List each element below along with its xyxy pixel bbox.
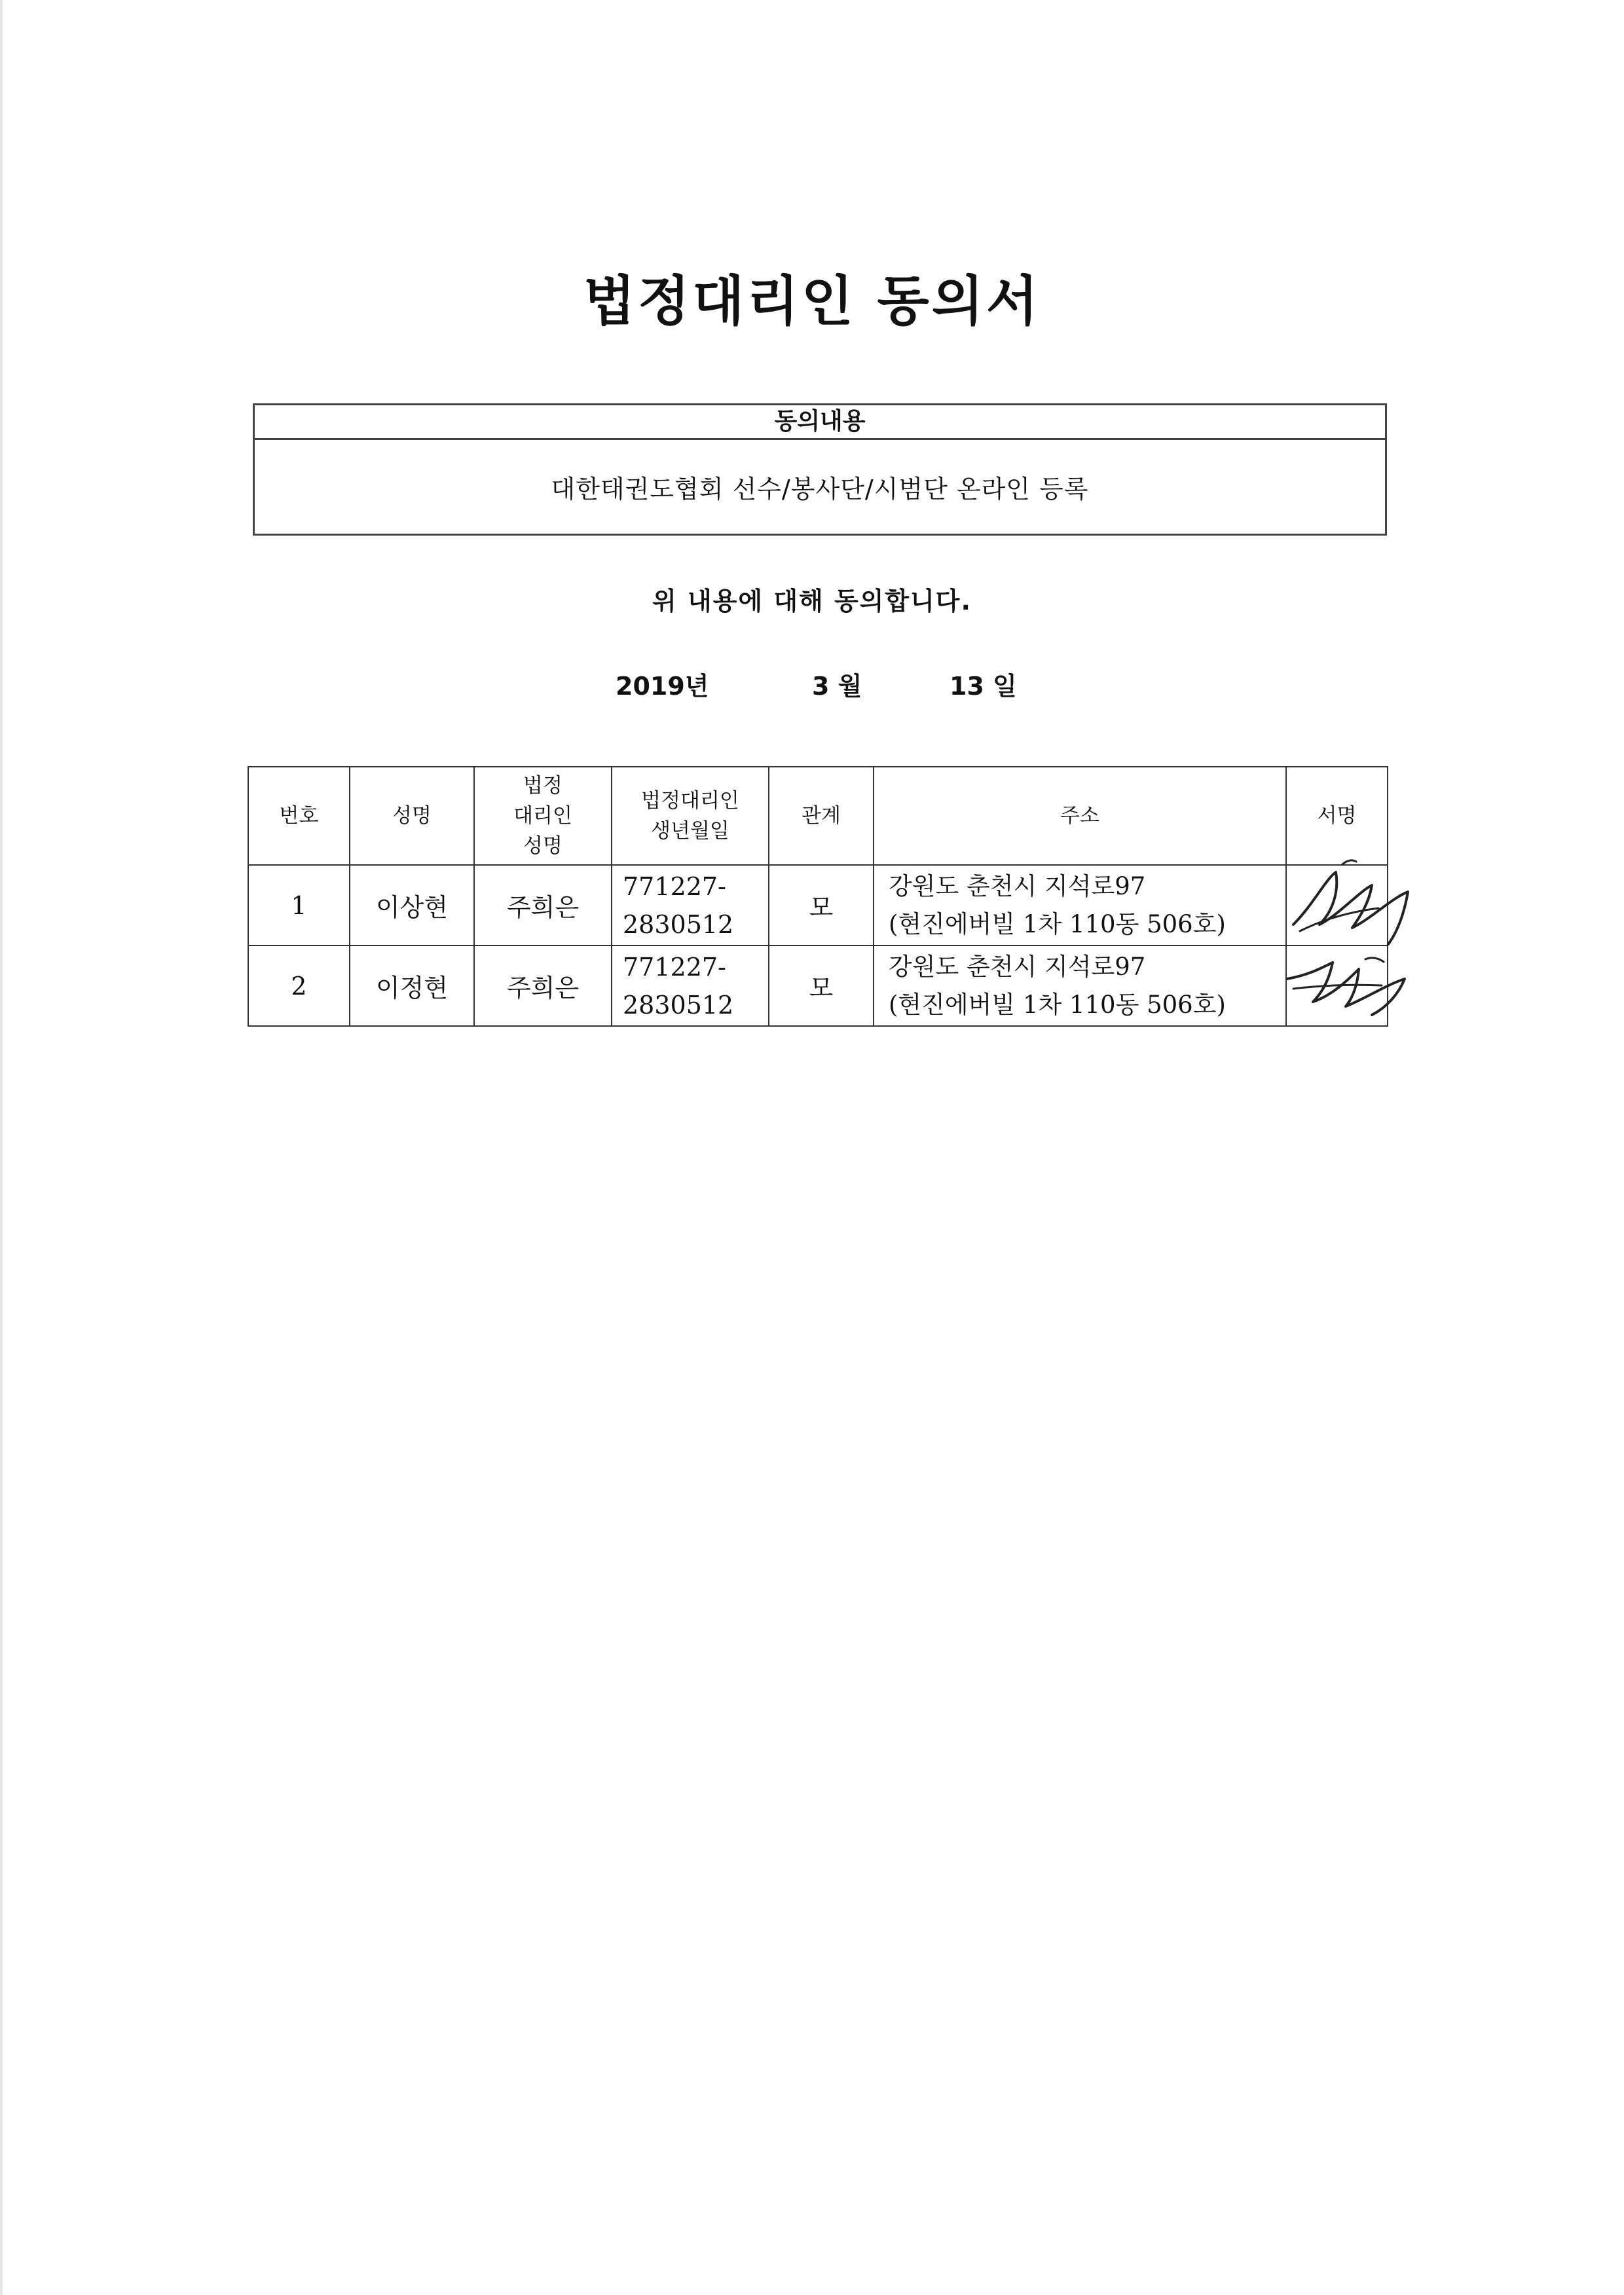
row-address-line2: (현진에버빌 1차 110동 506호) (889, 990, 1226, 1019)
row-name: 이정현 (350, 946, 474, 1026)
document-title: 법정대리인 동의서 (583, 270, 1041, 333)
row-birth-line2: 2830512 (623, 909, 734, 939)
row-address-line1: 강원도 춘천시 지석로97 (889, 952, 1146, 981)
row-birth-line1: 771227- (623, 872, 726, 901)
row-guardian-name: 주희은 (474, 946, 612, 1026)
row-number: 1 (248, 865, 350, 946)
header-name: 성명 (350, 767, 474, 865)
row-number: 2 (248, 946, 350, 1026)
consent-content: 대한태권도협회 선수/봉사단/시범단 온라인 등록 (551, 475, 1089, 504)
consent-box (253, 403, 1387, 536)
header-relation: 관계 (769, 767, 874, 865)
header-signature: 서명 (1286, 767, 1388, 865)
header-number: 번호 (248, 767, 350, 865)
date-month: 3 월 (812, 672, 862, 701)
header-guardian-birth-line2: 생년월일 (651, 819, 729, 843)
header-guardian-name (474, 767, 612, 865)
header-guardian-name-line2: 대리인 (513, 804, 572, 828)
row-name: 이상현 (350, 865, 474, 946)
header-guardian-birth (612, 767, 769, 865)
date-year: 2019년 (616, 672, 709, 701)
row-birth-line2: 2830512 (623, 990, 734, 1019)
row-relation: 모 (769, 946, 874, 1026)
row-signature (1286, 946, 1388, 1026)
row-birth (612, 946, 769, 1026)
header-guardian-birth-line1: 법정대리인 (641, 789, 739, 813)
row-relation: 모 (769, 865, 874, 946)
table-header-row (248, 767, 1388, 865)
agreement-statement: 위 내용에 대해 동의합니다. (652, 587, 972, 615)
row-guardian-name: 주희은 (474, 865, 612, 946)
row-birth-line1: 771227- (623, 952, 726, 982)
consent-heading: 동의내용 (255, 405, 1385, 440)
handwritten-signature-2 (1274, 933, 1418, 1038)
representative-table (248, 766, 1388, 1027)
header-guardian-name-line3: 성명 (523, 834, 563, 858)
row-birth (612, 865, 769, 946)
page-edge (0, 0, 3, 2295)
row-address (874, 946, 1286, 1026)
table-row (248, 946, 1388, 1026)
header-guardian-name-line1: 법정 (523, 774, 563, 798)
header-address: 주소 (874, 767, 1286, 865)
table-row (248, 865, 1388, 946)
row-address (874, 865, 1286, 946)
row-address-line2: (현진에버빌 1차 110동 506호) (889, 909, 1226, 938)
date-day: 13 일 (950, 672, 1017, 701)
row-address-line1: 강원도 춘천시 지석로97 (889, 872, 1146, 900)
